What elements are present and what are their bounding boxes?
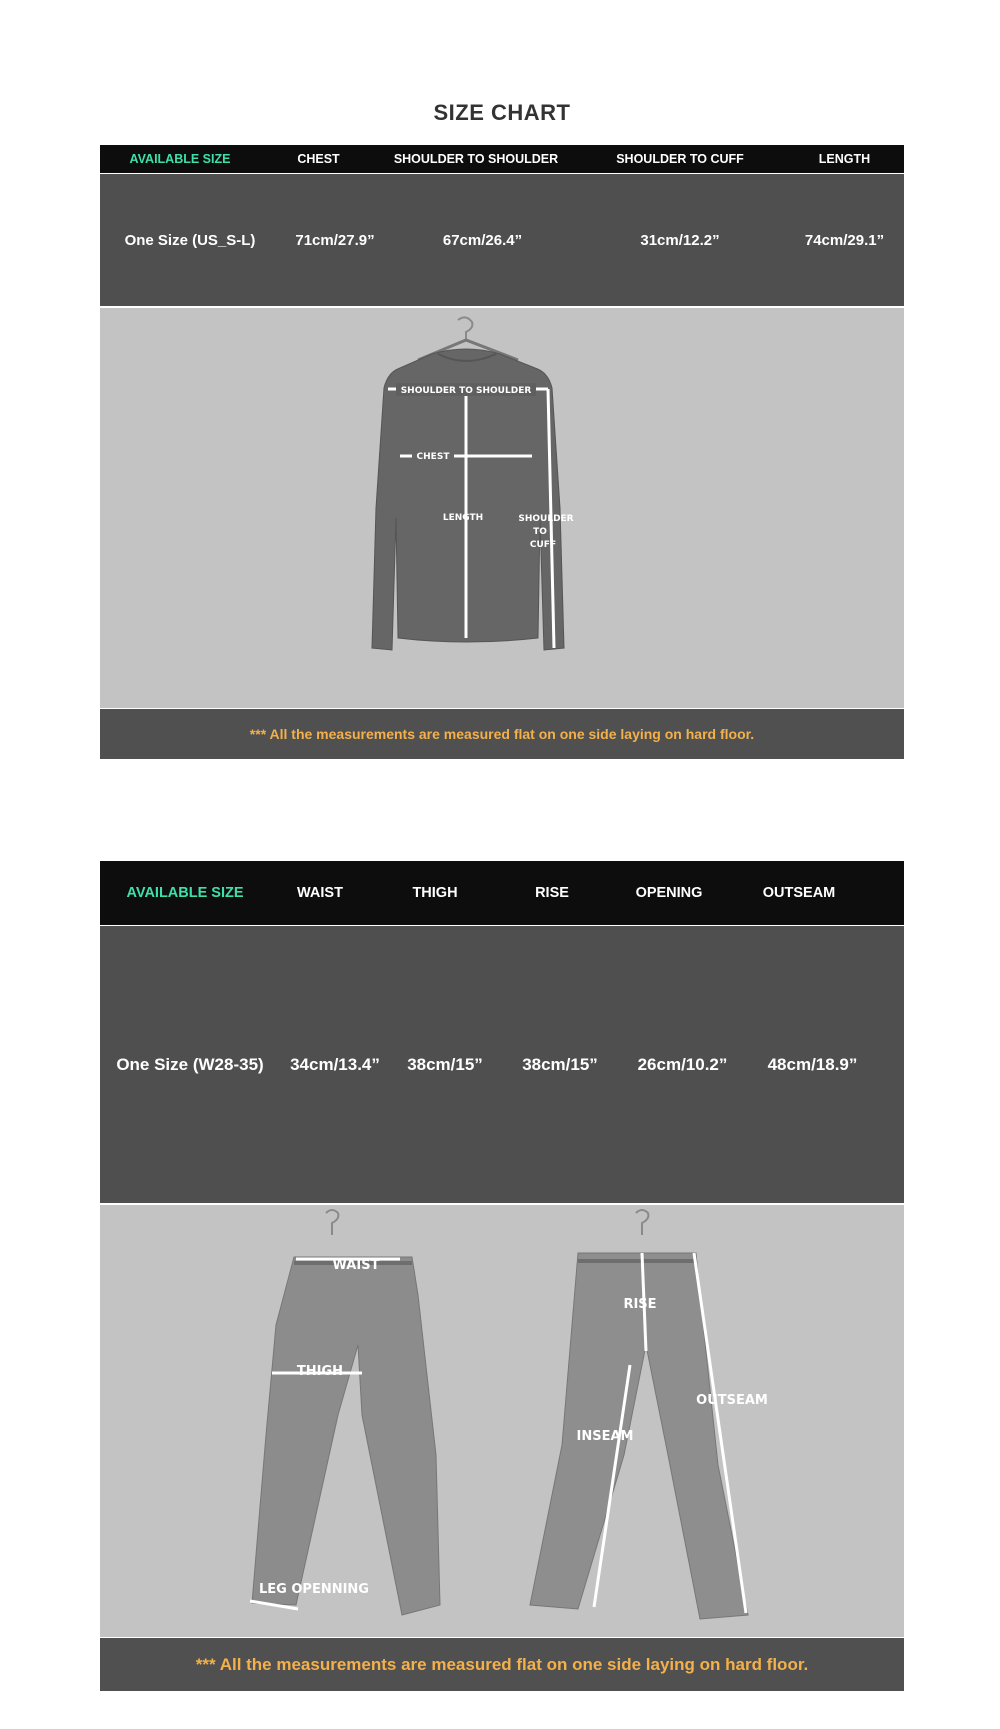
value-shoulder-to-cuff: 31cm/12.2” (640, 231, 720, 249)
top-table-header (100, 145, 904, 173)
value-opening: 26cm/10.2” (637, 1054, 728, 1074)
bottom-table-header (100, 861, 904, 925)
value-size: One Size (US_S-L) (124, 231, 256, 249)
label-inseam: INSEAM (576, 1429, 634, 1444)
shirt-illustration (100, 308, 904, 708)
header-length: LENGTH (818, 152, 871, 166)
label-cuff-1: SHOULDER (518, 514, 574, 524)
top-measurement-note: *** All the measurements are measured flat on one side laying on hard floor. (100, 709, 904, 759)
value-thigh: 38cm/15” (407, 1054, 483, 1074)
value-length: 74cm/29.1” (804, 231, 885, 249)
value-chest: 71cm/27.9” (295, 231, 375, 249)
value-waist: 34cm/13.4” (290, 1054, 380, 1074)
header-outseam: OUTSEAM (762, 885, 836, 901)
value-outseam: 48cm/18.9” (767, 1054, 858, 1074)
pants-illustration (100, 1205, 904, 1637)
label-leg-opening: LEG OPENNING (259, 1582, 369, 1597)
top-table-row (100, 174, 904, 306)
bottom-table-row (100, 926, 904, 1203)
header-thigh: THIGH (412, 885, 458, 901)
bottom-measurement-note: *** All the measurements are measured flat on one side laying on hard floor. (100, 1638, 904, 1691)
value-rise: 38cm/15” (522, 1054, 598, 1074)
value-shoulder-to-shoulder: 67cm/26.4” (442, 231, 523, 249)
label-length: LENGTH (442, 513, 484, 523)
label-waist: WAIST (332, 1258, 380, 1273)
label-rise: RISE (623, 1297, 657, 1312)
header-available-size: AVAILABLE SIZE (126, 885, 244, 901)
label-cuff-3: CUFF (529, 540, 557, 550)
header-chest: CHEST (297, 152, 340, 166)
label-chest: CHEST (416, 452, 450, 462)
header-waist: WAIST (297, 885, 343, 901)
label-outseam: OUTSEAM (696, 1393, 768, 1408)
bottom-size-table (100, 861, 904, 1691)
label-thigh: THIGH (296, 1364, 344, 1379)
header-shoulder-to-cuff: SHOULDER TO CUFF (616, 152, 744, 166)
label-shoulder-to-shoulder: SHOULDER TO SHOULDER (400, 386, 532, 396)
top-size-table (100, 145, 904, 759)
shirt-measurement-diagram (100, 308, 904, 708)
value-size: One Size (W28-35) (116, 1054, 264, 1074)
label-cuff-2: TO (533, 527, 547, 537)
header-shoulder-to-shoulder: SHOULDER TO SHOULDER (393, 152, 559, 166)
pants-measurement-diagram (100, 1205, 904, 1637)
header-available-size: AVAILABLE SIZE (129, 152, 231, 166)
page-title: SIZE CHART (433, 100, 571, 125)
header-rise: RISE (535, 885, 569, 901)
header-opening: OPENING (635, 885, 703, 901)
